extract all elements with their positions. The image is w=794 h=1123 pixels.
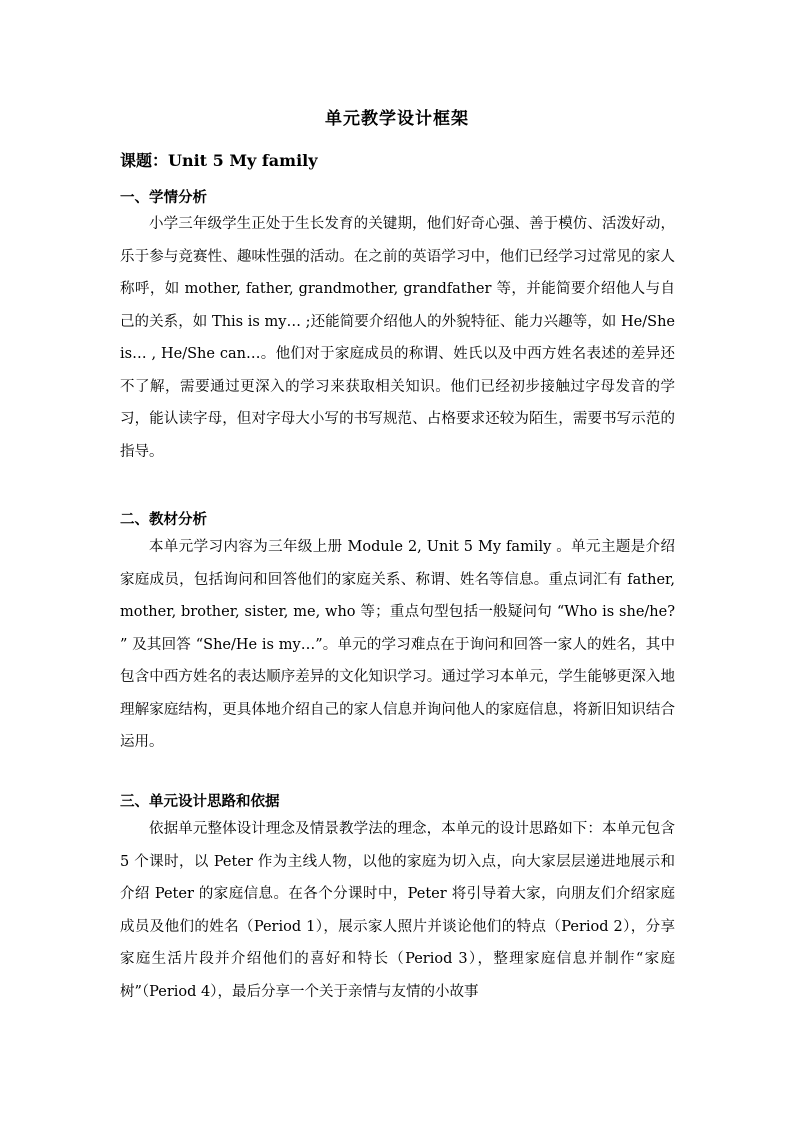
- section-body-design-rationale: 依据单元整体设计理念及情景教学法的理念，本单元的设计思路如下：本单元包含 5 个课时，以 Peter 作为主线人物，以他的家庭为切入点，向大家层层递进地展示和介绍 Peter 的家庭信息。在各个分课时中，Peter 将引导着大家，向朋友们介绍家庭成员及他们的姓名（Period 1），展示家人照片并谈论他们的特点（Period 2），分享家庭生活片段并介绍他们的喜好和特长（Period 3），整理家庭信息并制作“家庭树”（Period 4），最后分享一个关于亲情与友情的小故事: [120, 821, 675, 1000]
- section-heading-material-analysis: 二、教材分析: [120, 511, 207, 528]
- section-heading-design-rationale: 三、单元设计思路和依据: [120, 793, 280, 810]
- section-body-learner-analysis: 小学三年级学生正处于生长发育的关键期，他们好奇心强、善于模仿、活泼好动，乐于参与竞赛性、趣味性强的活动。在之前的英语学习中，他们已经学习过常见的家人称呼，如 mother, father, grandmother, grandfather 等，并能简要介绍他人与自己的关系，如 This is my… ;还能简要介绍他人的外貌特征、能力兴趣等，如 He/She is… , He/She can…。他们对于家庭成员的称谓、姓氏以及中西方姓名表述的差异还不了解，需要通过更深入的学习来获取相关知识。他们已经初步接触过字母发音的学习，能认读字母，但对字母大小写的书写规范、占格要求还较为陌生，需要书写示范的指导。: [120, 216, 675, 460]
- lesson-topic: 课题：Unit 5 My family: [120, 151, 318, 170]
- document-title: 单元教学设计框架: [325, 109, 469, 129]
- section-heading-learner-analysis: 一、学情分析: [120, 189, 207, 206]
- section-body-material-analysis: 本单元学习内容为三年级上册 Module 2, Unit 5 My family 。单元主题是介绍家庭成员，包括询问和回答他们的家庭关系、称谓、姓名等信息。重点词汇有 father, mother, brother, sister, me, who 等；重点句型包括一般疑问句 “Who is she/he? ” 及其回答 “She/He is my…”。单元的学习难点在于询问和回答一家人的姓名，其中包含中西方姓名的表达顺序差异的文化知识学习。通过学习本单元，学生能够更深入地理解家庭结构，更具体地介绍自己的家人信息并询问他人的家庭信息，将新旧知识结合运用。: [120, 539, 675, 750]
